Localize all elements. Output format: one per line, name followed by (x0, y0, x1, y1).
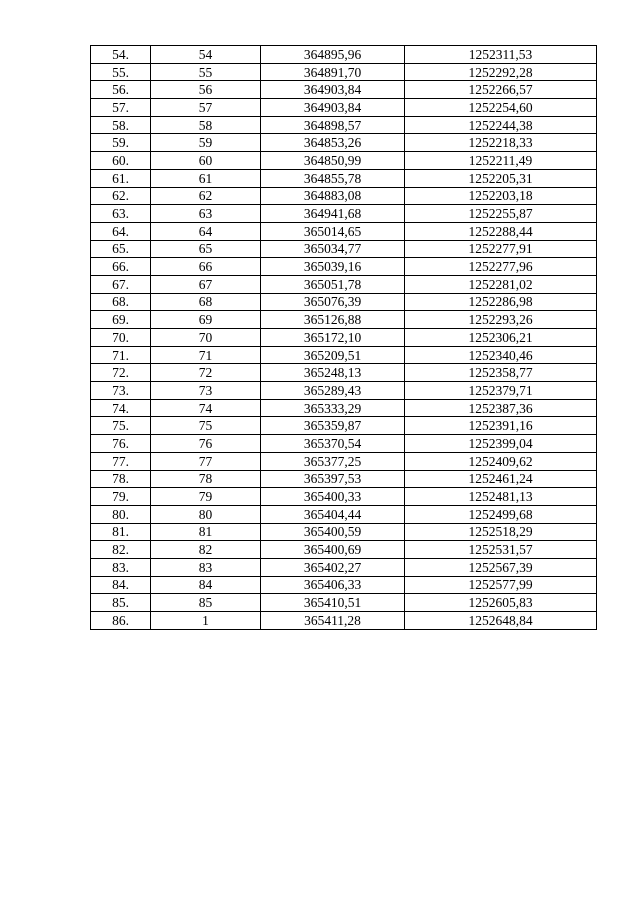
table-row (91, 187, 597, 205)
x-coordinate-cell: 365051,78 (261, 275, 405, 293)
y-coordinate-cell: 1252379,71 (405, 382, 597, 400)
x-coordinate-cell: 365034,77 (261, 240, 405, 258)
row-index-cell: 84. (91, 576, 151, 594)
point-number-cell: 81 (151, 523, 261, 541)
row-index-cell: 62. (91, 187, 151, 205)
table-row (91, 505, 597, 523)
row-index-cell: 82. (91, 541, 151, 559)
point-number-cell: 66 (151, 258, 261, 276)
x-coordinate-cell: 364855,78 (261, 169, 405, 187)
point-number-cell: 85 (151, 594, 261, 612)
x-coordinate-cell: 365076,39 (261, 293, 405, 311)
x-coordinate-cell: 364850,99 (261, 152, 405, 170)
y-coordinate-cell: 1252461,24 (405, 470, 597, 488)
coordinates-table (90, 45, 597, 630)
x-coordinate-cell: 364891,70 (261, 63, 405, 81)
table-row (91, 275, 597, 293)
table-row (91, 329, 597, 347)
y-coordinate-cell: 1252481,13 (405, 488, 597, 506)
row-index-cell: 57. (91, 99, 151, 117)
x-coordinate-cell: 364903,84 (261, 81, 405, 99)
table-row (91, 558, 597, 576)
y-coordinate-cell: 1252293,26 (405, 311, 597, 329)
row-index-cell: 58. (91, 116, 151, 134)
coordinates-table-body (91, 46, 597, 630)
y-coordinate-cell: 1252306,21 (405, 329, 597, 347)
table-row (91, 311, 597, 329)
table-row (91, 346, 597, 364)
table-row (91, 134, 597, 152)
y-coordinate-cell: 1252567,39 (405, 558, 597, 576)
table-row (91, 470, 597, 488)
y-coordinate-cell: 1252277,96 (405, 258, 597, 276)
point-number-cell: 78 (151, 470, 261, 488)
point-number-cell: 71 (151, 346, 261, 364)
row-index-cell: 66. (91, 258, 151, 276)
row-index-cell: 59. (91, 134, 151, 152)
x-coordinate-cell: 365400,33 (261, 488, 405, 506)
y-coordinate-cell: 1252266,57 (405, 81, 597, 99)
table-row (91, 169, 597, 187)
table-row (91, 222, 597, 240)
row-index-cell: 54. (91, 46, 151, 64)
y-coordinate-cell: 1252255,87 (405, 205, 597, 223)
y-coordinate-cell: 1252499,68 (405, 505, 597, 523)
x-coordinate-cell: 364941,68 (261, 205, 405, 223)
x-coordinate-cell: 365402,27 (261, 558, 405, 576)
x-coordinate-cell: 365397,53 (261, 470, 405, 488)
x-coordinate-cell: 364903,84 (261, 99, 405, 117)
point-number-cell: 69 (151, 311, 261, 329)
y-coordinate-cell: 1252531,57 (405, 541, 597, 559)
point-number-cell: 74 (151, 399, 261, 417)
y-coordinate-cell: 1252211,49 (405, 152, 597, 170)
y-coordinate-cell: 1252203,18 (405, 187, 597, 205)
y-coordinate-cell: 1252281,02 (405, 275, 597, 293)
table-row (91, 293, 597, 311)
row-index-cell: 80. (91, 505, 151, 523)
row-index-cell: 68. (91, 293, 151, 311)
table-row (91, 240, 597, 258)
x-coordinate-cell: 365411,28 (261, 612, 405, 630)
y-coordinate-cell: 1252244,38 (405, 116, 597, 134)
table-row (91, 612, 597, 630)
x-coordinate-cell: 365359,87 (261, 417, 405, 435)
x-coordinate-cell: 365289,43 (261, 382, 405, 400)
row-index-cell: 76. (91, 435, 151, 453)
point-number-cell: 62 (151, 187, 261, 205)
row-index-cell: 81. (91, 523, 151, 541)
row-index-cell: 70. (91, 329, 151, 347)
point-number-cell: 59 (151, 134, 261, 152)
y-coordinate-cell: 1252648,84 (405, 612, 597, 630)
x-coordinate-cell: 365377,25 (261, 452, 405, 470)
y-coordinate-cell: 1252340,46 (405, 346, 597, 364)
y-coordinate-cell: 1252399,04 (405, 435, 597, 453)
y-coordinate-cell: 1252358,77 (405, 364, 597, 382)
x-coordinate-cell: 365172,10 (261, 329, 405, 347)
point-number-cell: 79 (151, 488, 261, 506)
table-row (91, 576, 597, 594)
x-coordinate-cell: 365400,59 (261, 523, 405, 541)
x-coordinate-cell: 365370,54 (261, 435, 405, 453)
table-row (91, 46, 597, 64)
row-index-cell: 61. (91, 169, 151, 187)
point-number-cell: 67 (151, 275, 261, 293)
point-number-cell: 55 (151, 63, 261, 81)
row-index-cell: 64. (91, 222, 151, 240)
point-number-cell: 65 (151, 240, 261, 258)
x-coordinate-cell: 364853,26 (261, 134, 405, 152)
table-row (91, 258, 597, 276)
row-index-cell: 67. (91, 275, 151, 293)
x-coordinate-cell: 365406,33 (261, 576, 405, 594)
point-number-cell: 75 (151, 417, 261, 435)
table-row (91, 541, 597, 559)
row-index-cell: 73. (91, 382, 151, 400)
y-coordinate-cell: 1252391,16 (405, 417, 597, 435)
table-row (91, 382, 597, 400)
y-coordinate-cell: 1252254,60 (405, 99, 597, 117)
row-index-cell: 78. (91, 470, 151, 488)
y-coordinate-cell: 1252286,98 (405, 293, 597, 311)
x-coordinate-cell: 365248,13 (261, 364, 405, 382)
row-index-cell: 63. (91, 205, 151, 223)
y-coordinate-cell: 1252292,28 (405, 63, 597, 81)
row-index-cell: 55. (91, 63, 151, 81)
x-coordinate-cell: 365410,51 (261, 594, 405, 612)
y-coordinate-cell: 1252311,53 (405, 46, 597, 64)
x-coordinate-cell: 365209,51 (261, 346, 405, 364)
table-row (91, 417, 597, 435)
x-coordinate-cell: 365039,16 (261, 258, 405, 276)
row-index-cell: 74. (91, 399, 151, 417)
point-number-cell: 1 (151, 612, 261, 630)
x-coordinate-cell: 365014,65 (261, 222, 405, 240)
x-coordinate-cell: 364883,08 (261, 187, 405, 205)
point-number-cell: 60 (151, 152, 261, 170)
y-coordinate-cell: 1252387,36 (405, 399, 597, 417)
row-index-cell: 72. (91, 364, 151, 382)
table-row (91, 488, 597, 506)
y-coordinate-cell: 1252518,29 (405, 523, 597, 541)
y-coordinate-cell: 1252577,99 (405, 576, 597, 594)
x-coordinate-cell: 364898,57 (261, 116, 405, 134)
point-number-cell: 70 (151, 329, 261, 347)
point-number-cell: 56 (151, 81, 261, 99)
table-row (91, 152, 597, 170)
y-coordinate-cell: 1252288,44 (405, 222, 597, 240)
row-index-cell: 75. (91, 417, 151, 435)
row-index-cell: 86. (91, 612, 151, 630)
y-coordinate-cell: 1252205,31 (405, 169, 597, 187)
table-row (91, 364, 597, 382)
point-number-cell: 72 (151, 364, 261, 382)
point-number-cell: 73 (151, 382, 261, 400)
point-number-cell: 64 (151, 222, 261, 240)
table-row (91, 594, 597, 612)
table-row (91, 205, 597, 223)
row-index-cell: 56. (91, 81, 151, 99)
point-number-cell: 82 (151, 541, 261, 559)
table-row (91, 99, 597, 117)
row-index-cell: 65. (91, 240, 151, 258)
row-index-cell: 71. (91, 346, 151, 364)
row-index-cell: 77. (91, 452, 151, 470)
point-number-cell: 84 (151, 576, 261, 594)
row-index-cell: 83. (91, 558, 151, 576)
point-number-cell: 76 (151, 435, 261, 453)
point-number-cell: 54 (151, 46, 261, 64)
row-index-cell: 60. (91, 152, 151, 170)
point-number-cell: 57 (151, 99, 261, 117)
x-coordinate-cell: 365400,69 (261, 541, 405, 559)
point-number-cell: 58 (151, 116, 261, 134)
y-coordinate-cell: 1252409,62 (405, 452, 597, 470)
row-index-cell: 69. (91, 311, 151, 329)
row-index-cell: 79. (91, 488, 151, 506)
x-coordinate-cell: 365126,88 (261, 311, 405, 329)
y-coordinate-cell: 1252605,83 (405, 594, 597, 612)
table-row (91, 399, 597, 417)
x-coordinate-cell: 365333,29 (261, 399, 405, 417)
x-coordinate-cell: 365404,44 (261, 505, 405, 523)
x-coordinate-cell: 364895,96 (261, 46, 405, 64)
point-number-cell: 61 (151, 169, 261, 187)
y-coordinate-cell: 1252218,33 (405, 134, 597, 152)
table-row (91, 63, 597, 81)
table-row (91, 81, 597, 99)
point-number-cell: 63 (151, 205, 261, 223)
point-number-cell: 83 (151, 558, 261, 576)
table-row (91, 116, 597, 134)
point-number-cell: 68 (151, 293, 261, 311)
table-row (91, 435, 597, 453)
point-number-cell: 80 (151, 505, 261, 523)
table-row (91, 452, 597, 470)
row-index-cell: 85. (91, 594, 151, 612)
table-row (91, 523, 597, 541)
point-number-cell: 77 (151, 452, 261, 470)
y-coordinate-cell: 1252277,91 (405, 240, 597, 258)
